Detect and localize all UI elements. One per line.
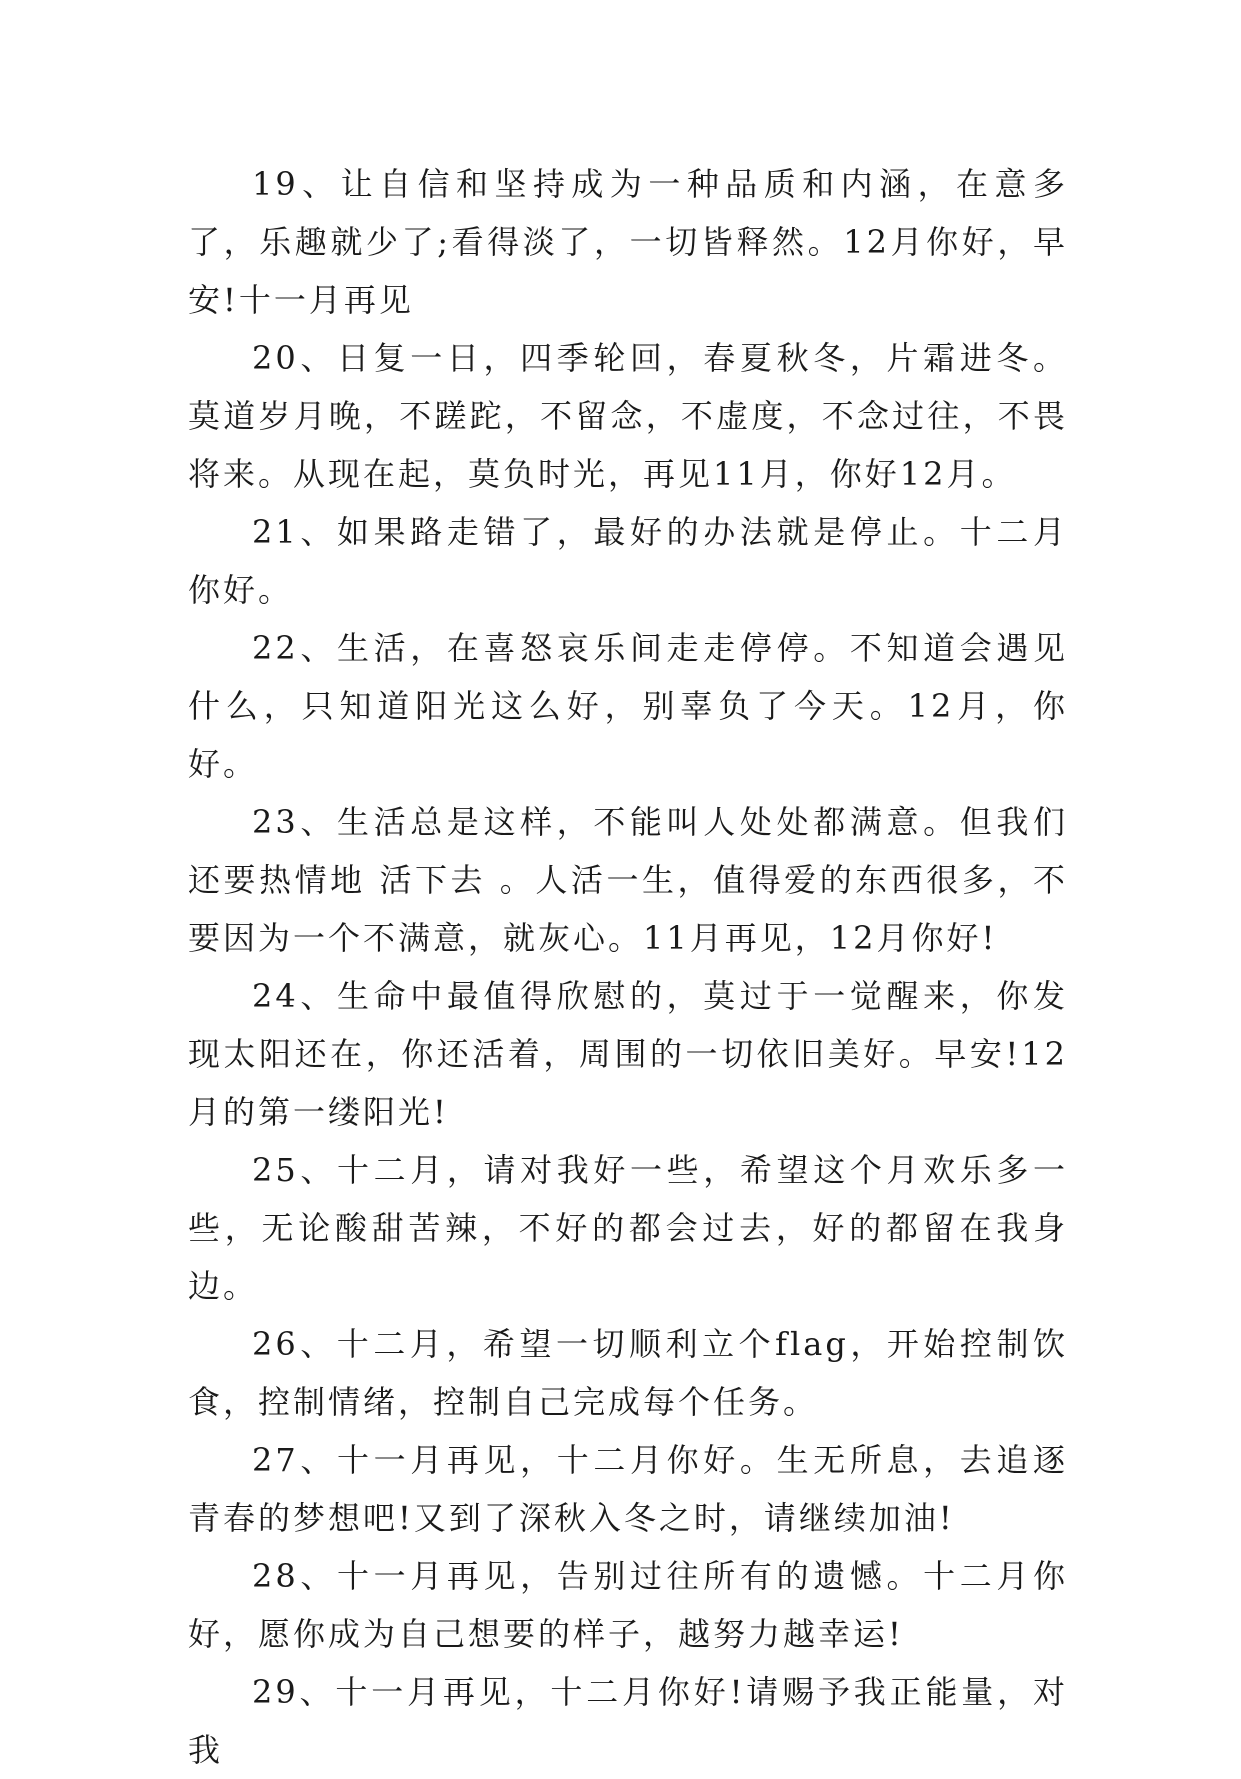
document-body — [188, 155, 1068, 1779]
paragraph-27: 27、十一月再见，十二月你好。生无所息，去追逐青春的梦想吧!又到了深秋入冬之时，请继续加油! — [188, 1441, 1068, 1537]
paragraph-26: 26、十二月，希望一切顺利立个flag，开始控制饮食，控制情绪，控制自己完成每个任务。 — [188, 1325, 1068, 1421]
paragraph-29: 29、十一月再见，十二月你好!请赐予我正能量，对我 — [188, 1673, 1068, 1769]
paragraph-21: 21、如果路走错了，最好的办法就是停止。十二月你好。 — [188, 513, 1068, 609]
paragraph-22: 22、生活，在喜怒哀乐间走走停停。不知道会遇见什么，只知道阳光这么好，别辜负了今天。12月，你好。 — [188, 629, 1068, 783]
paragraph-24: 24、生命中最值得欣慰的，莫过于一觉醒来，你发现太阳还在，你还活着，周围的一切依旧美好。早安!12月的第一缕阳光! — [188, 977, 1068, 1131]
paragraph-28: 28、十一月再见，告别过往所有的遗憾。十二月你好，愿你成为自己想要的样子，越努力越幸运! — [188, 1557, 1068, 1653]
paragraph-23: 23、生活总是这样，不能叫人处处都满意。但我们还要热情地 活下去 。人活一生，值得爱的东西很多，不要因为一个不满意，就灰心。11月再见，12月你好! — [188, 803, 1068, 957]
paragraph-25: 25、十二月，请对我好一些，希望这个月欢乐多一些，无论酸甜苦辣，不好的都会过去，好的都留在我身边。 — [188, 1151, 1068, 1305]
paragraph-20: 20、日复一日，四季轮回，春夏秋冬，片霜进冬。莫道岁月晚，不蹉跎，不留念，不虚度，不念过往，不畏将来。从现在起，莫负时光，再见11月，你好12月。 — [188, 339, 1068, 493]
paragraph-19: 19、让自信和坚持成为一种品质和内涵，在意多了，乐趣就少了;看得淡了，一切皆释然。12月你好，早安!十一月再见 — [188, 165, 1068, 319]
